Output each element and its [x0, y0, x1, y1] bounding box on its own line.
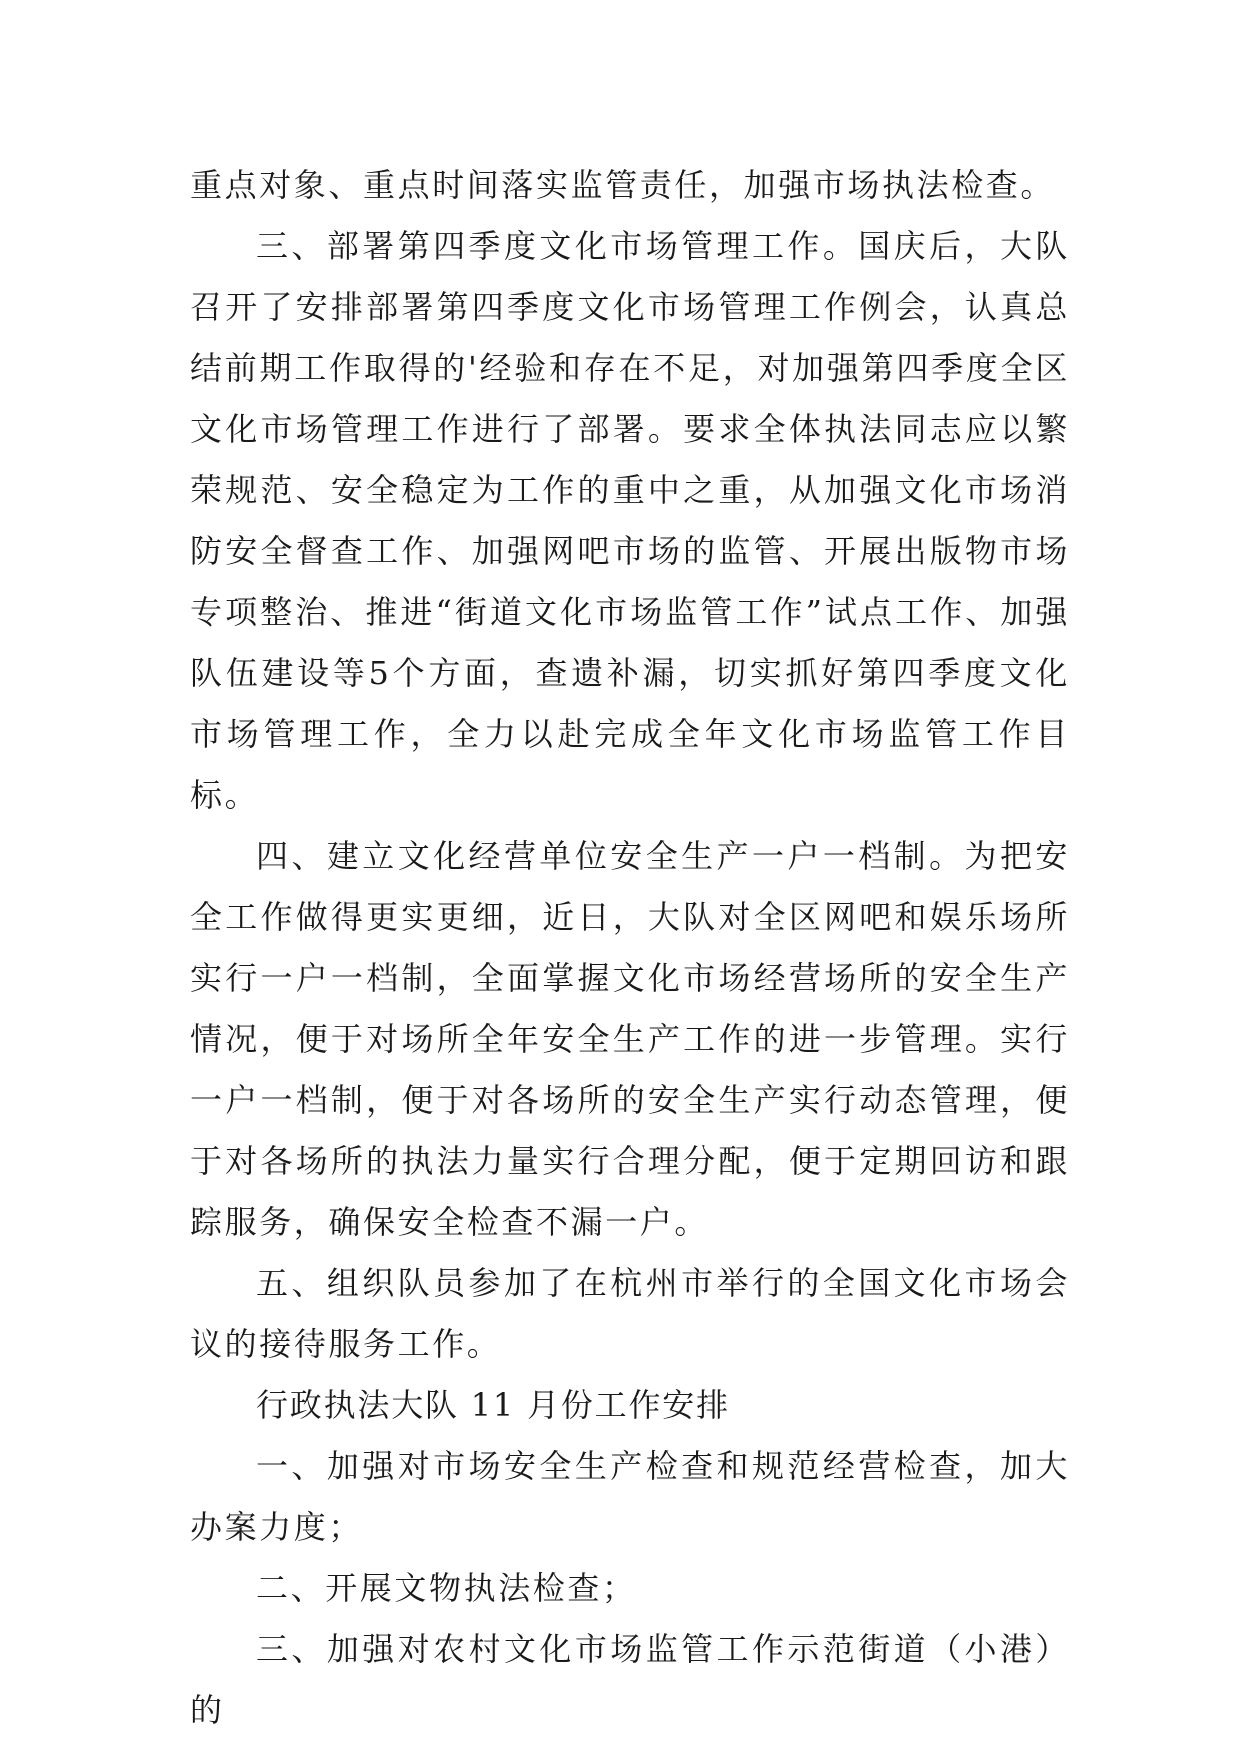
section-heading: 行政执法大队 11 月份工作安排 [256, 1386, 730, 1424]
paragraph-4: 五、组织队员参加了在杭州市举行的全国文化市场会议的接待服务工作。 [190, 1264, 1070, 1363]
paragraph-6: 一、加强对市场安全生产检查和规范经营检查，加大办案力度； [190, 1447, 1070, 1546]
paragraph-1: 重点对象、重点时间落实监管责任，加强市场执法检查。 [190, 166, 1056, 204]
document-body [190, 155, 1070, 1741]
paragraph-8: 三、加强对农村文化市场监管工作示范街道（小港）的 [190, 1630, 1070, 1729]
paragraph-7: 二、开展文物执法检查； [256, 1569, 637, 1607]
paragraph-3: 四、建立文化经营单位安全生产一户一档制。为把安全工作做得更实更细，近日，大队对全区网吧和娱乐场所实行一户一档制，全面掌握文化市场经营场所的安全生产情况，便于对场所全年安全生产工作的进一步管理。实行一户一档制，便于对各场所的安全生产实行动态管理，便于对各场所的执法力量实行合理分配，便于定期回访和跟踪服务，确保安全检查不漏一户。 [190, 837, 1070, 1241]
paragraph-2: 三、部署第四季度文化市场管理工作。国庆后，大队召开了安排部署第四季度文化市场管理工作例会，认真总结前期工作取得的'经验和存在不足，对加强第四季度全区文化市场管理工作进行了部署。要求全体执法同志应以繁荣规范、安全稳定为工作的重中之重，从加强文化市场消防安全督查工作、加强网吧市场的监管、开展出版物市场专项整治、推进“街道文化市场监管工作”试点工作、加强队伍建设等5个方面，查遗补漏，切实抓好第四季度文化市场管理工作，全力以赴完成全年文化市场监管工作目标。 [190, 227, 1070, 814]
